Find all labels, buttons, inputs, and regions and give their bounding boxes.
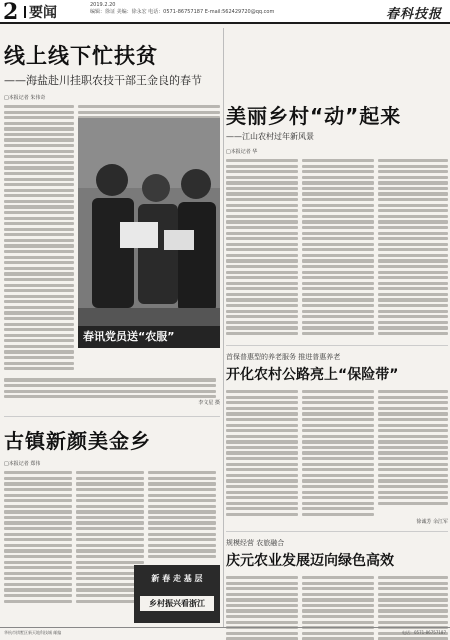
photo-caption: 春讯党员送“农服”: [83, 330, 175, 343]
lead-photo: [78, 118, 220, 348]
story2-text-1: [4, 471, 72, 602]
lead-body-text: [4, 105, 74, 370]
story4-text-2: [302, 390, 374, 516]
story2-headline: 古镇新颜美金乡: [4, 429, 151, 454]
newspaper-logo: 春科技报: [385, 7, 442, 22]
story4-kicker: 首保普惠型的养老服务 推进普惠养老: [226, 353, 341, 362]
story3-text-1: [226, 159, 298, 335]
lead-headline: 线上线下忙扶贫: [4, 44, 158, 68]
right-column: [226, 28, 448, 640]
lead-subhead: ——海盐赴川挂职农技干部王金良的春节: [4, 74, 202, 87]
section-name: 要闻: [24, 2, 57, 22]
story5-headline: 庆元农业发展迈向绿色高效: [226, 553, 394, 570]
masthead: [0, 0, 450, 24]
issue-info: [90, 2, 274, 16]
editor-contact: 编辑：徐证 美编：徐永宏 电话：0571-86757187 E-mail:562429720@qq.com: [90, 9, 275, 15]
feature-box: [134, 565, 220, 623]
lead-byline: □本报记者 朱伟奇: [4, 95, 46, 101]
story3-subhead: ——江山农村过年新风景: [226, 132, 314, 141]
feature-box-label: 乡村振兴看浙江: [140, 596, 214, 611]
feature-box-title: 新 春 走 基 层: [151, 574, 203, 583]
story3-byline: □本报记者 华: [226, 149, 258, 155]
page-footer: [0, 627, 450, 640]
footer-right: 电话：0571-86757187: [402, 630, 446, 635]
photo-note: [4, 378, 216, 398]
photo-credit: 李文星 摄: [198, 400, 220, 407]
photo-image: [78, 118, 220, 348]
story4-credit: 徐诚芳 余江军: [416, 519, 448, 526]
story4-text-1: [226, 390, 298, 516]
footer-left: 华杭市拱墅区新天地科技城 邮编: [4, 630, 62, 635]
story3-text-2: [302, 159, 374, 335]
story5-kicker: 规模经营 农旅融合: [226, 539, 285, 548]
story4-text-3: [378, 390, 448, 516]
column-divider: [223, 28, 224, 628]
issue-date: 2019.2.20: [90, 2, 116, 8]
page-number: 2: [3, 0, 19, 25]
story2-byline: □本报记者 郑伟: [4, 461, 41, 468]
story3-headline: 美丽乡村“动”起来: [226, 104, 402, 128]
story3-text-3: [378, 159, 448, 335]
story4-headline: 开化农村公路亮上“保险带”: [226, 367, 399, 384]
